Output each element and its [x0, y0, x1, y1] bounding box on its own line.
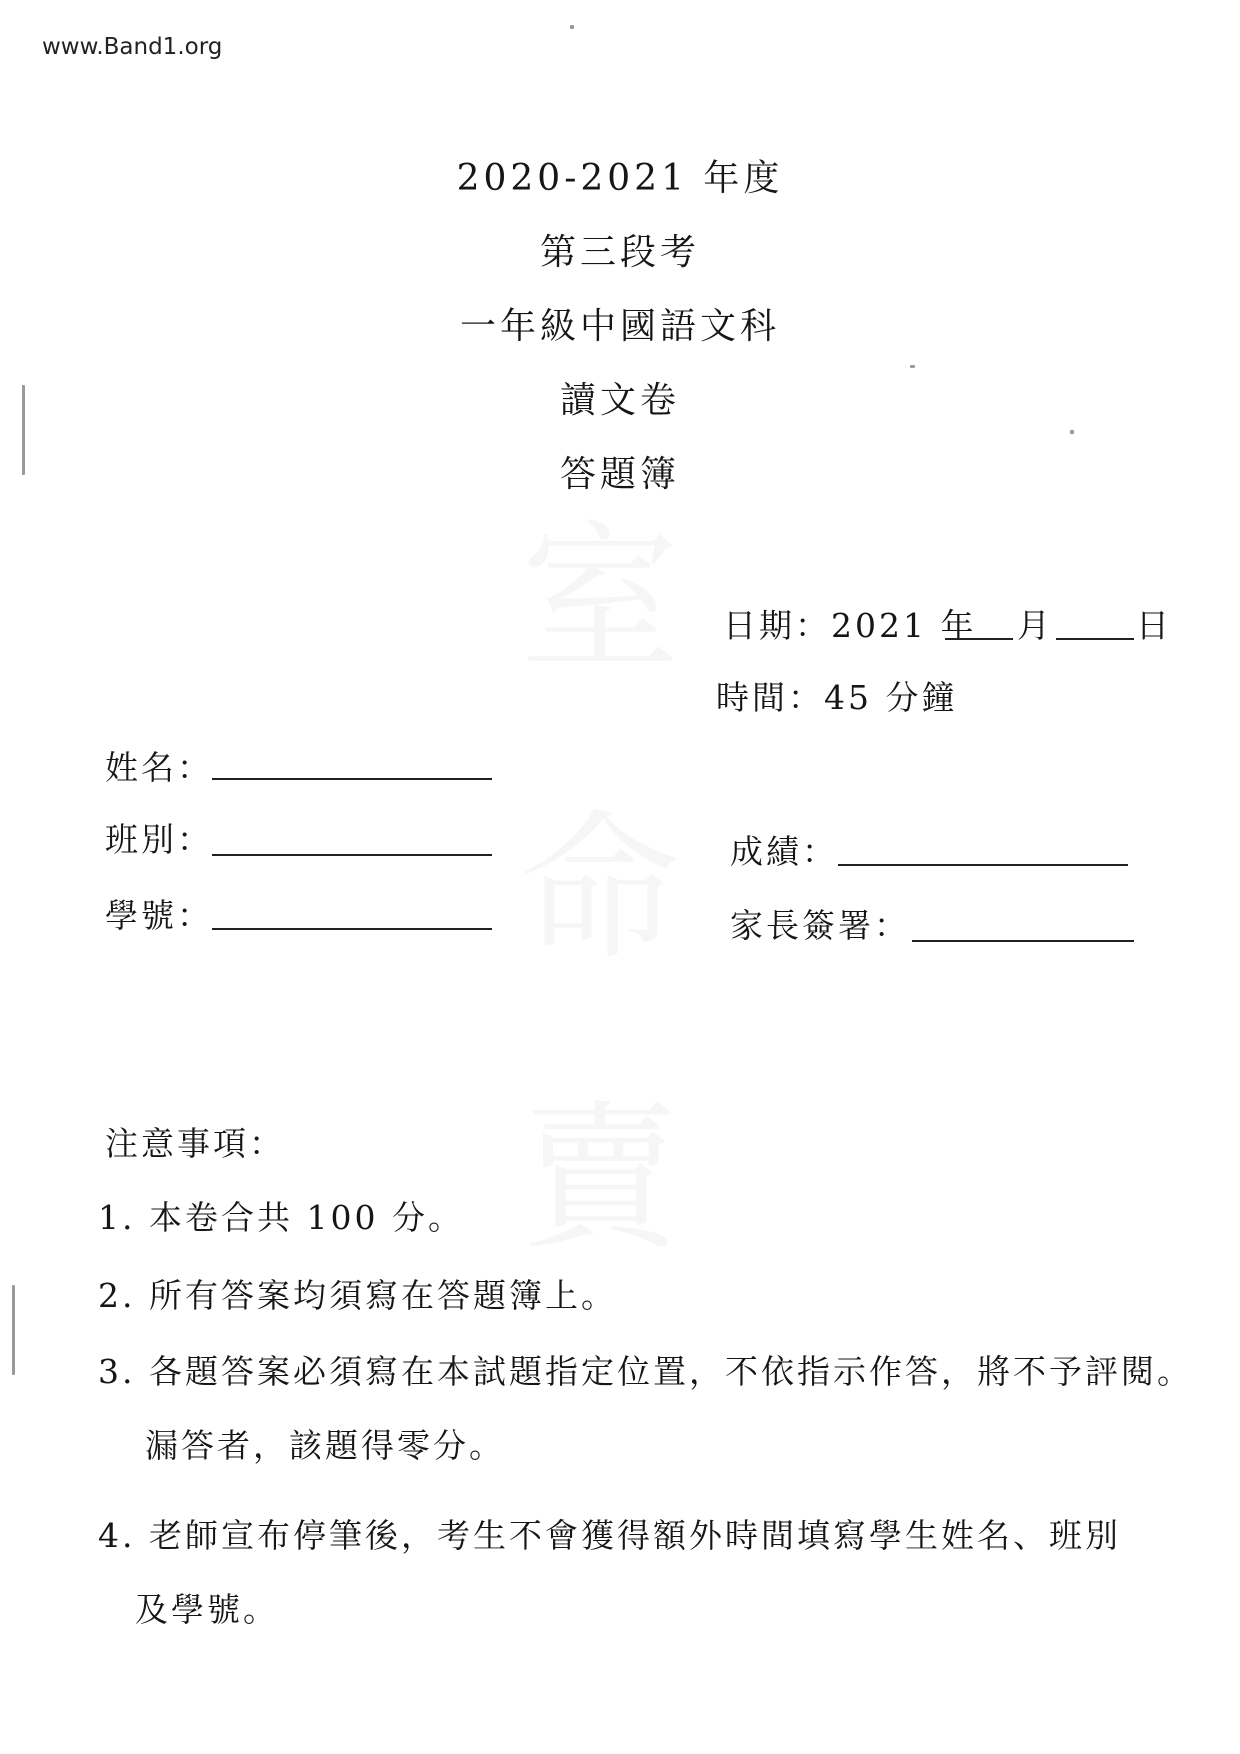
note-item-2: 2. 所有答案均須寫在答題簿上。	[98, 1276, 617, 1315]
faint-watermark-glyph-2	[520, 760, 680, 990]
faint-watermark-glyph-1	[520, 470, 680, 700]
site-watermark: www.Band1.org	[42, 34, 223, 60]
notes-heading: 注意事項：	[105, 1124, 285, 1163]
date-label: 日期：2021 年	[723, 606, 977, 645]
note-item-3-line-1: 3. 各題答案必須寫在本試題指定位置，不依指示作答，將不予評閱。	[98, 1352, 1193, 1391]
parent-signature-label: 家長簽署：	[730, 906, 910, 945]
note-item-4-line-1: 4. 老師宣布停筆後，考生不會獲得額外時間填寫學生姓名、班別	[98, 1516, 1121, 1555]
note-item-4-line-2: 及學號。	[135, 1590, 279, 1629]
scan-edge-mark-2	[12, 1285, 15, 1375]
scan-dot-1	[910, 365, 915, 368]
day-label: 日	[1136, 606, 1172, 645]
score-blank[interactable]	[838, 864, 1128, 866]
student-number-blank[interactable]	[212, 928, 492, 930]
time-label: 時間：45 分鐘	[716, 678, 958, 717]
note-item-1: 1. 本卷合共 100 分。	[98, 1198, 464, 1237]
school-year-title: 2020-2021 年度	[456, 158, 784, 199]
month-blank[interactable]	[945, 638, 1013, 640]
paper-title: 讀文卷	[559, 380, 680, 421]
note-item-3-line-2: 漏答者，該題得零分。	[145, 1426, 505, 1465]
name-label: 姓名：	[105, 748, 213, 787]
subject-title: 一年級中國語文科	[459, 306, 780, 347]
parent-signature-blank[interactable]	[912, 940, 1134, 942]
booklet-title: 答題簿	[559, 454, 680, 495]
faint-watermark-glyph-3	[520, 1050, 680, 1280]
class-blank[interactable]	[212, 854, 492, 856]
student-number-label: 學號：	[105, 896, 213, 935]
class-label: 班別：	[105, 820, 213, 859]
name-blank[interactable]	[212, 778, 492, 780]
scan-dot-2	[1070, 430, 1074, 434]
scan-dot-3	[570, 25, 574, 29]
month-label: 月	[1017, 606, 1053, 645]
exam-term-title: 第三段考	[539, 232, 700, 273]
day-blank[interactable]	[1056, 638, 1134, 640]
score-label: 成績：	[730, 832, 838, 871]
